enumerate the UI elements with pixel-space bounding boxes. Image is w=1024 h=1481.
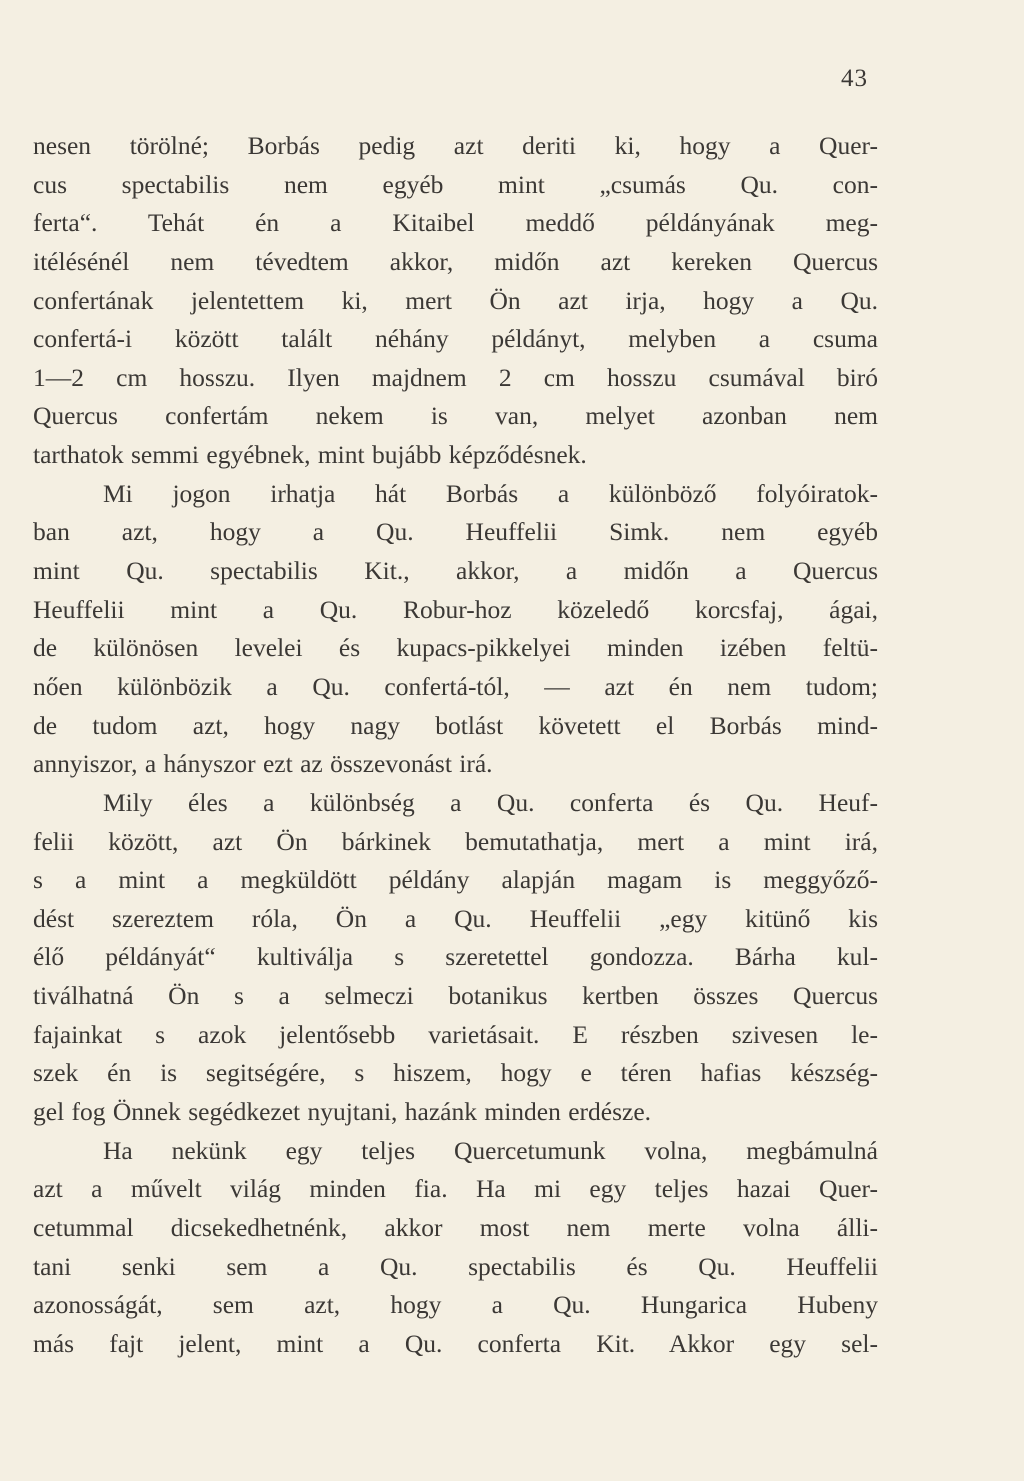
text-line: élő példányát“ kultiválja s szeretettel gondozza. Bárha kul- (33, 942, 878, 972)
text-line: confertának jelentettem ki, mert Ön azt irja, hogy a Qu. (33, 285, 878, 315)
text-line: tarthatok semmi egyébnek, mint bujább képződésnek. (33, 440, 587, 470)
text-line: fajainkat s azok jelentősebb varietásait. E részben szivesen le- (33, 1019, 878, 1049)
text-line: Mily éles a különbség a Qu. conferta és Qu. Heuf- (103, 787, 878, 817)
text-line: de különösen levelei és kupacs-pikkelyei minden izében feltü- (33, 633, 878, 663)
text-line: s a mint a megküldött példány alapján magam is meggyőző- (33, 865, 878, 895)
text-line: ban azt, hogy a Qu. Heuffelii Simk. nem egyéb (33, 517, 878, 547)
text-line: azonosságát, sem azt, hogy a Qu. Hungarica Hubeny (33, 1290, 878, 1320)
text-line: azt a művelt világ minden fia. Ha mi egy teljes hazai Quer- (33, 1174, 878, 1204)
text-line: tani senki sem a Qu. spectabilis és Qu. Heuffelii (33, 1251, 878, 1281)
text-line: confertá-i között talált néhány példányt, melyben a csuma (33, 324, 878, 354)
text-line: dést szereztem róla, Ön a Qu. Heuffelii „egy kitünő kis (33, 903, 878, 933)
text-line: nően különbözik a Qu. confertá-tól, — azt én nem tudom; (33, 671, 878, 701)
text-line: cetummal dicsekedhetnénk, akkor most nem merte volna álli- (33, 1212, 878, 1242)
text-line: felii között, azt Ön bárkinek bemutathatja, mert a mint irá, (33, 826, 878, 856)
body-text (33, 127, 878, 1364)
text-line: gel fog Önnek segédkezet nyujtani, hazánk minden erdésze. (33, 1097, 652, 1127)
text-line: Quercus confertám nekem is van, melyet azonban nem (33, 401, 878, 431)
text-line: itélésénél nem tévedtem akkor, midőn azt kereken Quercus (33, 246, 878, 276)
text-line: tiválhatná Ön s a selmeczi botanikus kertben összes Quercus (33, 981, 878, 1011)
page-number: 43 (841, 65, 868, 92)
text-line: nesen törölné; Borbás pedig azt deriti ki, hogy a Quer- (33, 131, 878, 160)
text-line: mint Qu. spectabilis Kit., akkor, a midőn a Quercus (33, 556, 878, 586)
text-line: de tudom azt, hogy nagy botlást követett el Borbás mind- (33, 710, 878, 740)
text-line: ferta“. Tehát én a Kitaibel meddő példányának meg- (33, 208, 878, 238)
text-line: 1—2 cm hosszu. Ilyen majdnem 2 cm hosszu csumával biró (33, 362, 878, 392)
text-line: más fajt jelent, mint a Qu. conferta Kit. Akkor egy sel- (33, 1328, 878, 1358)
text-line: Mi jogon irhatja hát Borbás a különböző folyóiratok- (103, 478, 878, 508)
text-line: Ha nekünk egy teljes Quercetumunk volna, megbámulná (103, 1135, 878, 1165)
text-line: Heuffelii mint a Qu. Robur-hoz közeledő korcsfaj, ágai, (33, 594, 878, 624)
text-line: cus spectabilis nem egyéb mint „csumás Qu. con- (33, 169, 878, 199)
text-line: annyiszor, a hányszor ezt az összevonást irá. (33, 749, 493, 779)
text-line: szek én is segitségére, s hiszem, hogy e téren hafias készség- (33, 1058, 878, 1088)
